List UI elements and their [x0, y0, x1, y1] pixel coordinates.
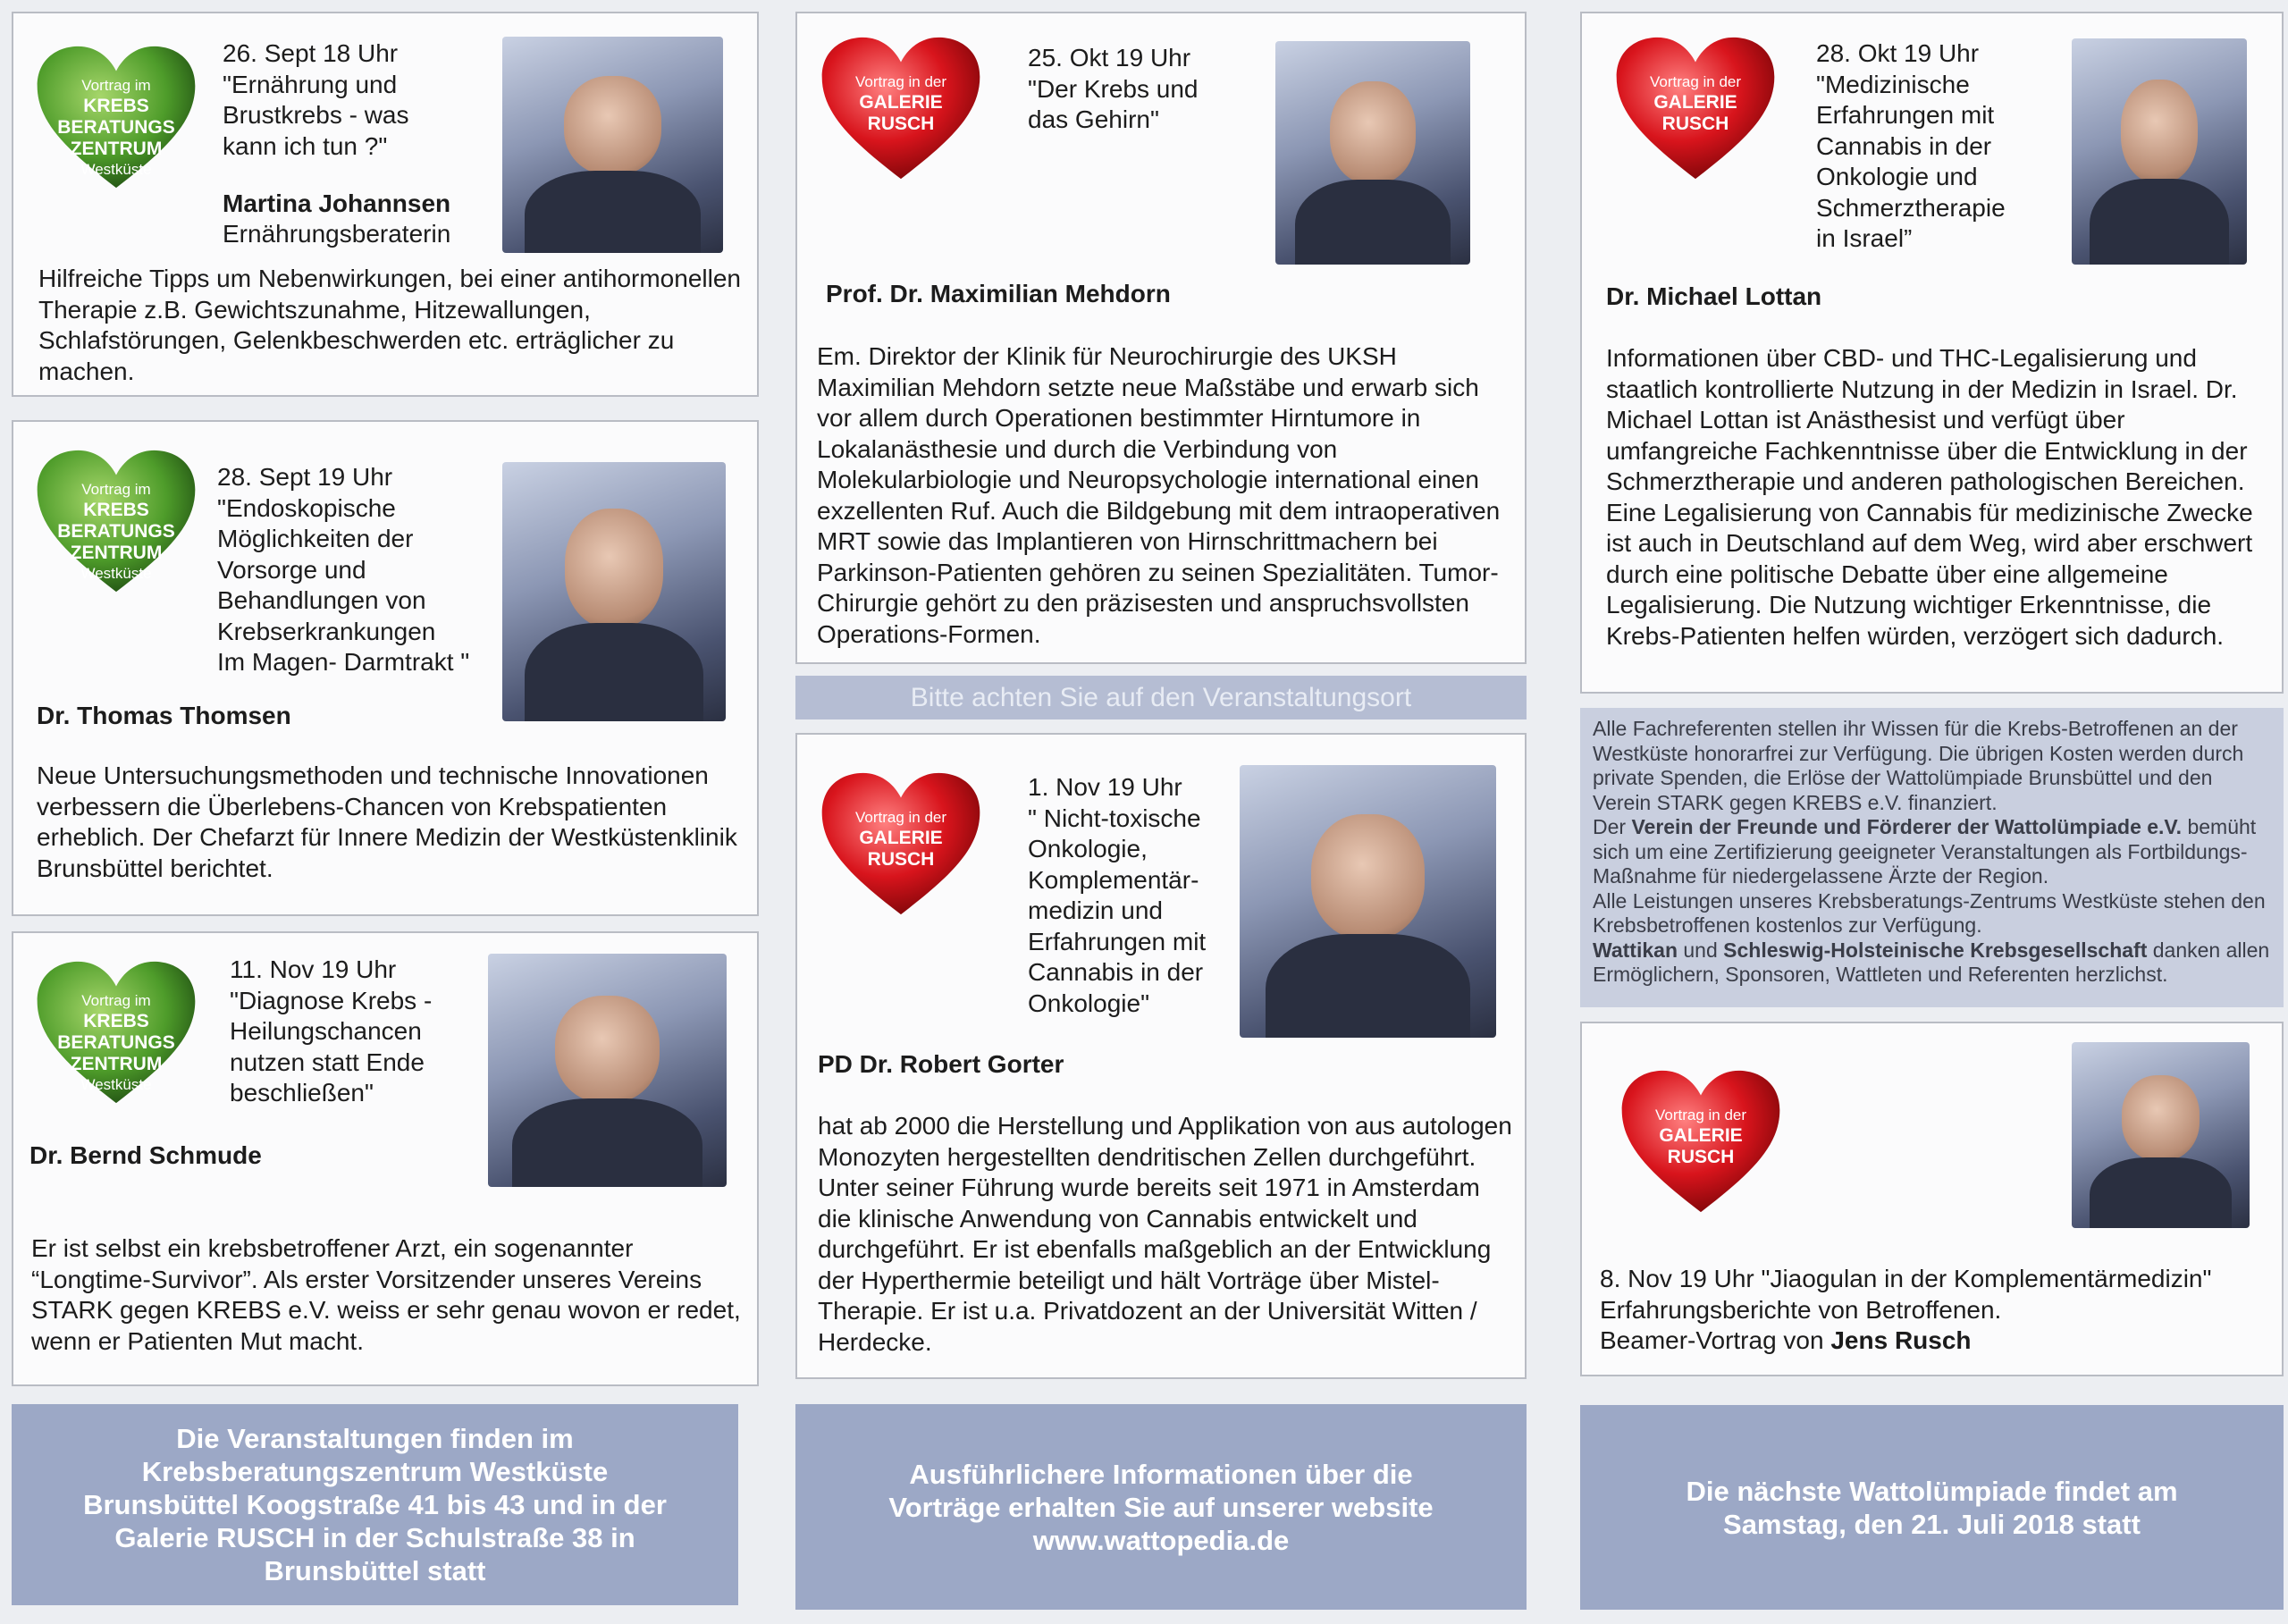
venue-info-banner: Die Veranstaltungen finden im Krebsberatungszentrum Westküste Brunsbüttel Koogstraße 41 bis 43 und in der Galerie RUSCH in der Schulstraße 38 in Brunsbüttel statt [12, 1404, 738, 1605]
event-description: Em. Direktor der Klinik für Neurochirurgie des UKSH Maximilian Mehdorn setzte neue Maßstäbe und erwarb sich vor allem durch Operationen bestimmter Hirntumore in Lokalanästhesie und durch die Verbindung von Molekularbiologie und Neuropsychologie international einen exzellenten Ruf. Auch die Bildgebung mit dem intraoperativen MRT sowie das Implantieren von Hirnschrittmachern bei Parkinson-Patienten gehören zu seinen Spezialitäten. Tumor-Chirurgie gehört zu den präzisesten und anspruchsvollsten Operations-Formen. [817, 342, 1501, 648]
event-description: Neue Untersuchungsmethoden und technische Innovationen verbessern die Überlebens-Chancen von Krebspatienten erheblich. Der Chefarzt für Innere Medizin der Westküstenklinik Brunsbüttel berichtet. [37, 762, 737, 882]
speaker-name: Martina Johannsen [223, 189, 451, 217]
galerie-rusch-heart-logo: Vortrag in der GALERIE RUSCH [1613, 34, 1778, 182]
event-title: 11. Nov 19 Uhr "Diagnose Krebs - Heilungschancen nutzen statt Ende beschließen" [230, 955, 433, 1107]
event-title: 26. Sept 18 Uhr "Ernährung und Brustkrebs - was kann ich tun ?" [223, 39, 409, 160]
event-card-johannsen [12, 12, 759, 397]
speaker-name: PD Dr. Robert Gorter [818, 1050, 1064, 1078]
speaker-name: Jens Rusch [1830, 1326, 1972, 1354]
event-card-thomsen [12, 420, 759, 916]
next-event-banner: Die nächste Wattolümpiade findet am Samstag, den 21. Juli 2018 statt [1580, 1405, 2284, 1610]
galerie-rusch-heart-logo: Vortrag in der GALERIE RUSCH [819, 770, 983, 918]
speaker-photo [502, 462, 726, 721]
event-title: 28. Sept 19 Uhr "Endoskopische Möglichkeiten der Vorsorge und Behandlungen von Krebserkrankungen Im Magen- Darmtrakt " [217, 463, 470, 676]
event-subtitle: Erfahrungsberichte von Betroffenen. [1600, 1295, 2002, 1324]
krebsberatungszentrum-heart-logo: Vortrag im KREBS BERATUNGS ZENTRUM Westküste [34, 958, 198, 1107]
event-title: 1. Nov 19 Uhr " Nicht-toxische Onkologie, Komplementär- medizin und Erfahrungen mit Cannabis in der Onkologie" [1028, 773, 1207, 1017]
speaker-photo [502, 37, 723, 253]
krebsberatungszentrum-heart-logo: Vortrag im KREBS BERATUNGS ZENTRUM Westküste [34, 43, 198, 191]
krebsberatungszentrum-heart-logo: Vortrag im KREBS BERATUNGS ZENTRUM Westküste [34, 447, 198, 595]
website-info-banner: Ausführlichere Informationen über die Vorträge erhalten Sie auf unserer website www.wattopedia.de [795, 1404, 1527, 1610]
sponsor-info-box: Alle Fachreferenten stellen ihr Wissen für die Krebs-Betroffenen an der Westküste honorarfrei zur Verfügung. Die übrigen Kosten werden durch private Spenden, die Erlöse der Wattolümpiade Brunsbüttel und den Verein STARK gegen KREBS e.V. finanziert. Der Verein der Freunde und Förderer der Wattolümpiade e.V. bemüht sich um eine Zertifizierung geeigneter Veranstaltungen als Fortbildungs-Maßnahme für niedergelassene Ärzte der Region. Alle Leistungen unseres Krebsberatungs-Zentrums Westküste stehen den Krebsbetroffenen kostenlos zur Verfügung. Wattikan und Schleswig-Holsteinische Krebsgesellschaft danken allen Ermöglichern, Sponsoren, Wattleten und Referenten herzlichst. [1580, 708, 2284, 1007]
event-description: Er ist selbst ein krebsbetroffener Arzt, ein sogenannter “Longtime-Survivor”. Als erster Vorsitzender unseres Vereins STARK gegen KREBS e.V. weiss er sehr genau wovon er redet, wenn er Patienten Mut macht. [31, 1234, 741, 1355]
event-card-lottan [1580, 12, 2284, 694]
event-description: hat ab 2000 die Herstellung und Applikation von aus autologen Monozyten hergestellten dendritischen Zellen durchgeführt. Unter seiner Führung wurde bereits seit 1971 in Amsterdam die klinische Anwendung von Cannabis entwickelt und durchgeführt. Er ist ebenfalls maßgeblich an der Entwicklung der Hyperthermie beteiligt und hält Vorträge über Mistel-Therapie. Er ist u.a. Privatdozent an der Universität Witten / Herdecke. [818, 1112, 1512, 1356]
speaker-name: Dr. Michael Lottan [1606, 282, 1822, 310]
event-title: 25. Okt 19 Uhr "Der Krebs und das Gehirn" [1028, 44, 1199, 133]
speaker-name: Dr. Thomas Thomsen [37, 702, 291, 729]
event-card-gorter [795, 733, 1527, 1379]
speaker-photo [2072, 1042, 2250, 1228]
event-card-mehdorn [795, 12, 1527, 664]
galerie-rusch-heart-logo: Vortrag in der GALERIE RUSCH [819, 34, 983, 182]
event-title: 28. Okt 19 Uhr "Medizinische Erfahrungen mit Cannabis in der Onkologie und Schmerztherapie in Israel” [1816, 39, 2006, 252]
event-card-schmude [12, 931, 759, 1386]
speaker-photo [488, 954, 727, 1187]
speaker-name: Prof. Dr. Maximilian Mehdorn [826, 280, 1171, 307]
speaker-name: Dr. Bernd Schmude [29, 1141, 262, 1169]
speaker-photo [2072, 38, 2247, 265]
galerie-rusch-heart-logo: Vortrag in der GALERIE RUSCH [1619, 1067, 1783, 1216]
event-details: 8. Nov 19 Uhr "Jiaogulan in der Komplementärmedizin" Erfahrungsberichte von Betroffenen. Beamer-Vortrag von Jens Rusch [1600, 1264, 2279, 1357]
speaker-role: Ernährungsberaterin [223, 220, 451, 248]
event-description: Hilfreiche Tipps um Nebenwirkungen, bei einer antihormonellen Therapie z.B. Gewichtszunahme, Hitzewallungen, Schlafstörungen, Gelenkbeschwerden etc. erträglicher zu machen. [38, 265, 741, 385]
venue-notice: Bitte achten Sie auf den Veranstaltungsort [795, 676, 1527, 719]
event-title: 8. Nov 19 Uhr "Jiaogulan in der Komplementärmedizin" [1600, 1265, 2212, 1292]
speaker-photo [1240, 765, 1496, 1038]
event-description: Informationen über CBD- und THC-Legalisierung und staatlich kontrollierte Nutzung in der Medizin in Israel. Dr. Michael Lottan ist Anästhesist und verfügt über umfangreiche Fachkenntnisse über die Entwicklung in der Schmerztherapie und anderen pathologischen Bereichen. Eine Legalisierung von Cannabis für medizinische Zwecke ist auch in Deutschland auf dem Weg, wird aber erschwert durch eine politische Debatte über eine allgemeine Legalisierung. Die Nutzung wichtiger Erkenntnisse, die Krebs-Patienten helfen würden, verzögert sich dadurch. [1606, 344, 2253, 650]
event-card-rusch [1580, 1022, 2284, 1376]
speaker-photo [1275, 41, 1470, 265]
